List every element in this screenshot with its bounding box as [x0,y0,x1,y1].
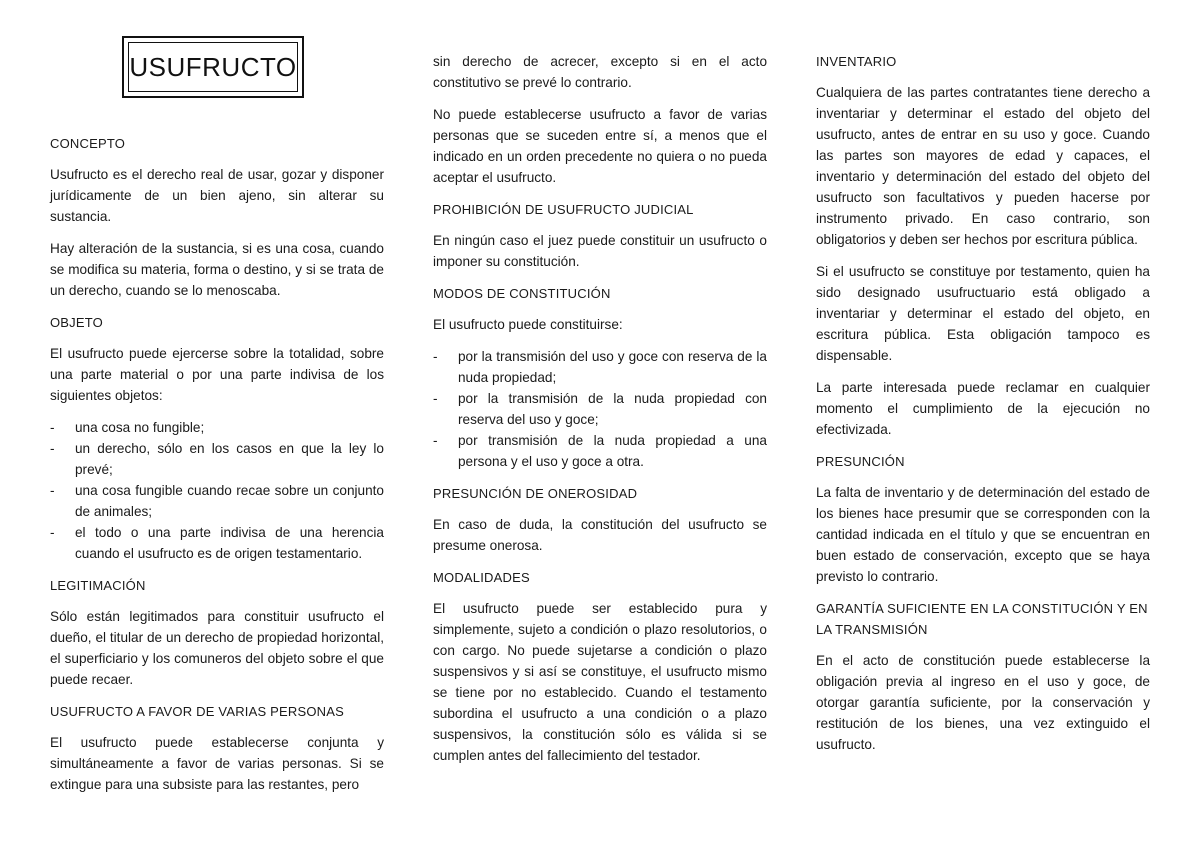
heading-onerosidad: PRESUNCIÓN DE ONEROSIDAD [433,486,638,501]
prohibicion-judicial-paragraph: En ningún caso el juez puede constituir un usufructo o imponer su constitución. [433,233,767,269]
sucesivo-paragraph: No puede establecerse usufructo a favor de varias personas que se suceden entre sí, a menos que el indicado en un orden precedente no quiera o no pueda aceptar el usufructo. [433,107,767,185]
presuncion-paragraph: La falta de inventario y de determinación del estado de los bienes hace presumir que se corresponden con la cantidad indicada en el título y que se encuentran en buen estado de conservación, excepto que se haya previsto lo contrario. [816,485,1150,584]
heading-garantia: GARANTÍA SUFICIENTE EN LA CONSTITUCIÓN Y EN LA TRANSMISIÓN [816,601,1148,637]
modos-paragraph: El usufructo puede constituirse: [433,317,623,332]
heading-prohibicion-judicial: PROHIBICIÓN DE USUFRUCTO JUDICIAL [433,202,694,217]
inventario-paragraph-3: La parte interesada puede reclamar en cualquier momento el cumplimiento de la ejecución no efectivizada. [816,380,1150,437]
list-item: - un derecho, sólo en los casos en que la ley lo prevé; [50,438,384,480]
heading-presuncion: PRESUNCIÓN [816,454,905,469]
onerosidad-paragraph: En caso de duda, la constitución del usufructo se presume onerosa. [433,517,767,553]
page-title: USUFRUCTO [128,42,298,92]
objeto-list [50,417,384,564]
garantia-paragraph: En el acto de constitución puede establecerse la obligación previa al ingreso en el uso y goce, de otorgar garantía suficiente, por la conservación y restitución de los bienes, una vez extinguido el usufructo. [816,653,1150,752]
list-item: - una cosa fungible cuando recae sobre un conjunto de animales; [50,480,384,522]
heading-modos-constitucion: MODOS DE CONSTITUCIÓN [433,286,611,301]
list-item: - por la transmisión del uso y goce con reserva de la nuda propiedad; [433,346,767,388]
objeto-paragraph: El usufructo puede ejercerse sobre la totalidad, sobre una parte material o por una parte indivisa de los siguientes objetos: [50,346,384,403]
heading-objeto: OBJETO [50,315,103,330]
heading-concepto: CONCEPTO [50,136,126,151]
list-item: - por transmisión de la nuda propiedad a una persona y el uso y goce a otra. [433,430,767,472]
concepto-paragraph-2: Hay alteración de la sustancia, si es una cosa, cuando se modifica su materia, forma o destino, y si se trata de un derecho, cuando se lo menoscaba. [50,241,384,298]
column-3 [816,0,1150,766]
modos-list [433,346,767,472]
varias-personas-paragraph: El usufructo puede establecerse conjunta y simultáneamente a favor de varias personas. Si se extingue para una subsiste para las restantes, pero [50,735,384,792]
heading-legitimacion: LEGITIMACIÓN [50,578,146,593]
list-item: - por la transmisión de la nuda propiedad con reserva del uso y goce; [433,388,767,430]
column-1 [50,0,384,806]
modalidades-paragraph: El usufructo puede ser establecido pura y simplemente, sujeto a condición o plazo resolutorios, o con cargo. No puede sujetarse a condición o plazo suspensivos y si así se constituye, el usufructo mismo se tiene por no establecido. Cuando el testamento subordina el usufructo a una condición o a plazo suspensivos, la constitución sólo es válida si se cumplen antes del fallecimiento del testador. [433,601,767,763]
heading-inventario: INVENTARIO [816,54,897,69]
legitimacion-paragraph: Sólo están legitimados para constituir usufructo el dueño, el titular de un derecho de propiedad horizontal, el superficiario y los comuneros del objeto sobre el que puede recaer. [50,609,384,687]
heading-varias-personas: USUFRUCTO A FAVOR DE VARIAS PERSONAS [50,704,344,719]
varias-personas-continued: sin derecho de acrecer, excepto si en el acto constitutivo se prevé lo contrario. [433,54,767,90]
concepto-paragraph-1: Usufructo es el derecho real de usar, gozar y disponer jurídicamente de un bien ajeno, sin alterar su sustancia. [50,167,384,224]
column-2 [433,0,767,777]
inventario-paragraph-2: Si el usufructo se constituye por testamento, quien ha sido designado usufructuario está obligado a inventariar y determinar el estado del objeto, en escritura pública. Esta obligación tampoco es dispensable. [816,264,1150,363]
list-item: - el todo o una parte indivisa de una herencia cuando el usufructo es de origen testamentario. [50,522,384,564]
list-item: - una cosa no fungible; [50,417,384,438]
inventario-paragraph-1: Cualquiera de las partes contratantes tiene derecho a inventariar y determinar el estado del objeto del usufructo, antes de entrar en su uso y goce. Cuando las partes son mayores de edad y capaces, el inventario y determinación del estado del objeto del usufructo son facultativos y pueden hacerse por instrumento privado. En caso contrario, son obligatorios y deben ser hechos por escritura pública. [816,85,1150,247]
heading-modalidades: MODALIDADES [433,570,530,585]
